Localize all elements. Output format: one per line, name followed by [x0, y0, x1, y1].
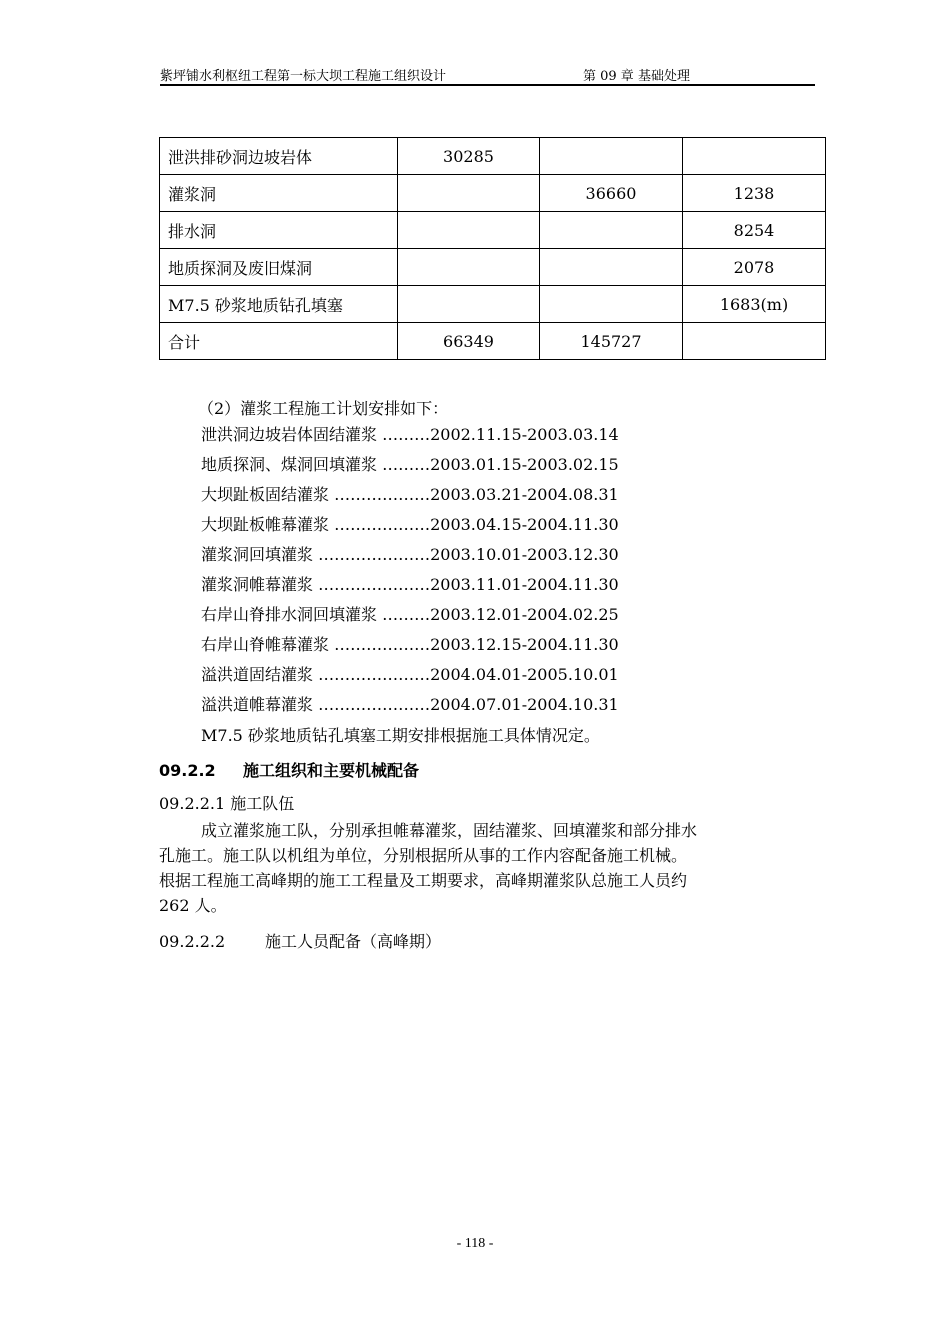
table-cell: 66349: [398, 323, 540, 360]
table-cell: [540, 249, 683, 286]
subsection-heading-construction-team: 09.2.2.1 施工队伍: [159, 794, 295, 813]
table-cell: 1683(m): [683, 286, 826, 323]
table-cell: [683, 138, 826, 175]
list-item: 右岸山脊排水洞回填灌浆 ………2003.12.01-2004.02.25: [201, 605, 619, 624]
table-cell: 地质探洞及废旧煤洞: [160, 249, 398, 286]
table-row: [160, 249, 826, 286]
table-cell: 8254: [683, 212, 826, 249]
list-item: 右岸山脊帷幕灌浆 ………………2003.12.15-2004.11.30: [201, 635, 619, 654]
list-item: 地质探洞、煤洞回填灌浆 ………2003.01.15-2003.02.15: [201, 455, 619, 474]
list-item: 溢洪道固结灌浆 …………………2004.04.01-2005.10.01: [201, 665, 619, 684]
table-cell: M7.5 砂浆地质钻孔填塞: [160, 286, 398, 323]
table-cell: 30285: [398, 138, 540, 175]
table-cell: 2078: [683, 249, 826, 286]
table-cell: [683, 323, 826, 360]
list-item: 灌浆洞回填灌浆 …………………2003.10.01-2003.12.30: [201, 545, 619, 564]
grouting-quantity-table: [159, 137, 826, 360]
table-row: [160, 138, 826, 175]
paragraph-line: 成立灌浆施工队，分别承担帷幕灌浆，固结灌浆、回填灌浆和部分排水: [201, 821, 698, 840]
table-row: [160, 212, 826, 249]
paragraph-line: 孔施工。施工队以机组为单位，分别根据所从事的工作内容配备施工机械。: [159, 846, 688, 865]
grouting-schedule-list: [201, 424, 619, 724]
header-chapter-title: 第 09 章 基础处理: [583, 69, 690, 84]
body-paragraph: [159, 818, 819, 918]
subsection-title: 施工人员配备（高峰期）: [265, 932, 442, 951]
list-item: 大坝趾板帷幕灌浆 ………………2003.04.15-2004.11.30: [201, 515, 619, 534]
table-cell: [398, 249, 540, 286]
table-cell: 合计: [160, 323, 398, 360]
table-cell: 排水洞: [160, 212, 398, 249]
header-document-title: 紫坪铺水利枢纽工程第一标大坝工程施工组织设计: [160, 69, 447, 84]
paragraph-line: 根据工程施工高峰期的施工工程量及工期要求，高峰期灌浆队总施工人员约: [159, 871, 688, 890]
table-cell: [398, 175, 540, 212]
list-item: 大坝趾板固结灌浆 ………………2003.03.21-2004.08.31: [201, 485, 619, 504]
table-cell: 145727: [540, 323, 683, 360]
table-row: [160, 286, 826, 323]
table-cell: 灌浆洞: [160, 175, 398, 212]
plan-note: M7.5 砂浆地质钻孔填塞工期安排根据施工具体情况定。: [201, 726, 600, 745]
section-heading: [159, 758, 419, 781]
table-cell: 1238: [683, 175, 826, 212]
table-cell: [540, 138, 683, 175]
table-cell: [398, 286, 540, 323]
section-number: 09.2.2: [159, 761, 216, 780]
plan-title: （2）灌浆工程施工计划安排如下：: [198, 399, 449, 418]
page-number: - 118 -: [456, 1236, 494, 1251]
table-cell: [540, 212, 683, 249]
section-title: 施工组织和主要机械配备: [243, 761, 420, 780]
table-row: [160, 175, 826, 212]
list-item: 泄洪洞边坡岩体固结灌浆 ………2002.11.15-2003.03.14: [201, 425, 619, 444]
subsection-number: 09.2.2.2: [159, 932, 226, 951]
subsection-heading-staffing: [159, 929, 441, 952]
table-cell: [540, 286, 683, 323]
list-item: 溢洪道帷幕灌浆 …………………2004.07.01-2004.10.31: [201, 695, 619, 714]
list-item: 灌浆洞帷幕灌浆 …………………2003.11.01-2004.11.30: [201, 575, 619, 594]
table-cell: 36660: [540, 175, 683, 212]
table-cell: [398, 212, 540, 249]
table-cell: 泄洪排砂洞边坡岩体: [160, 138, 398, 175]
table-row-total: [160, 323, 826, 360]
page-header: [160, 64, 815, 86]
paragraph-line: 262 人。: [159, 896, 227, 915]
